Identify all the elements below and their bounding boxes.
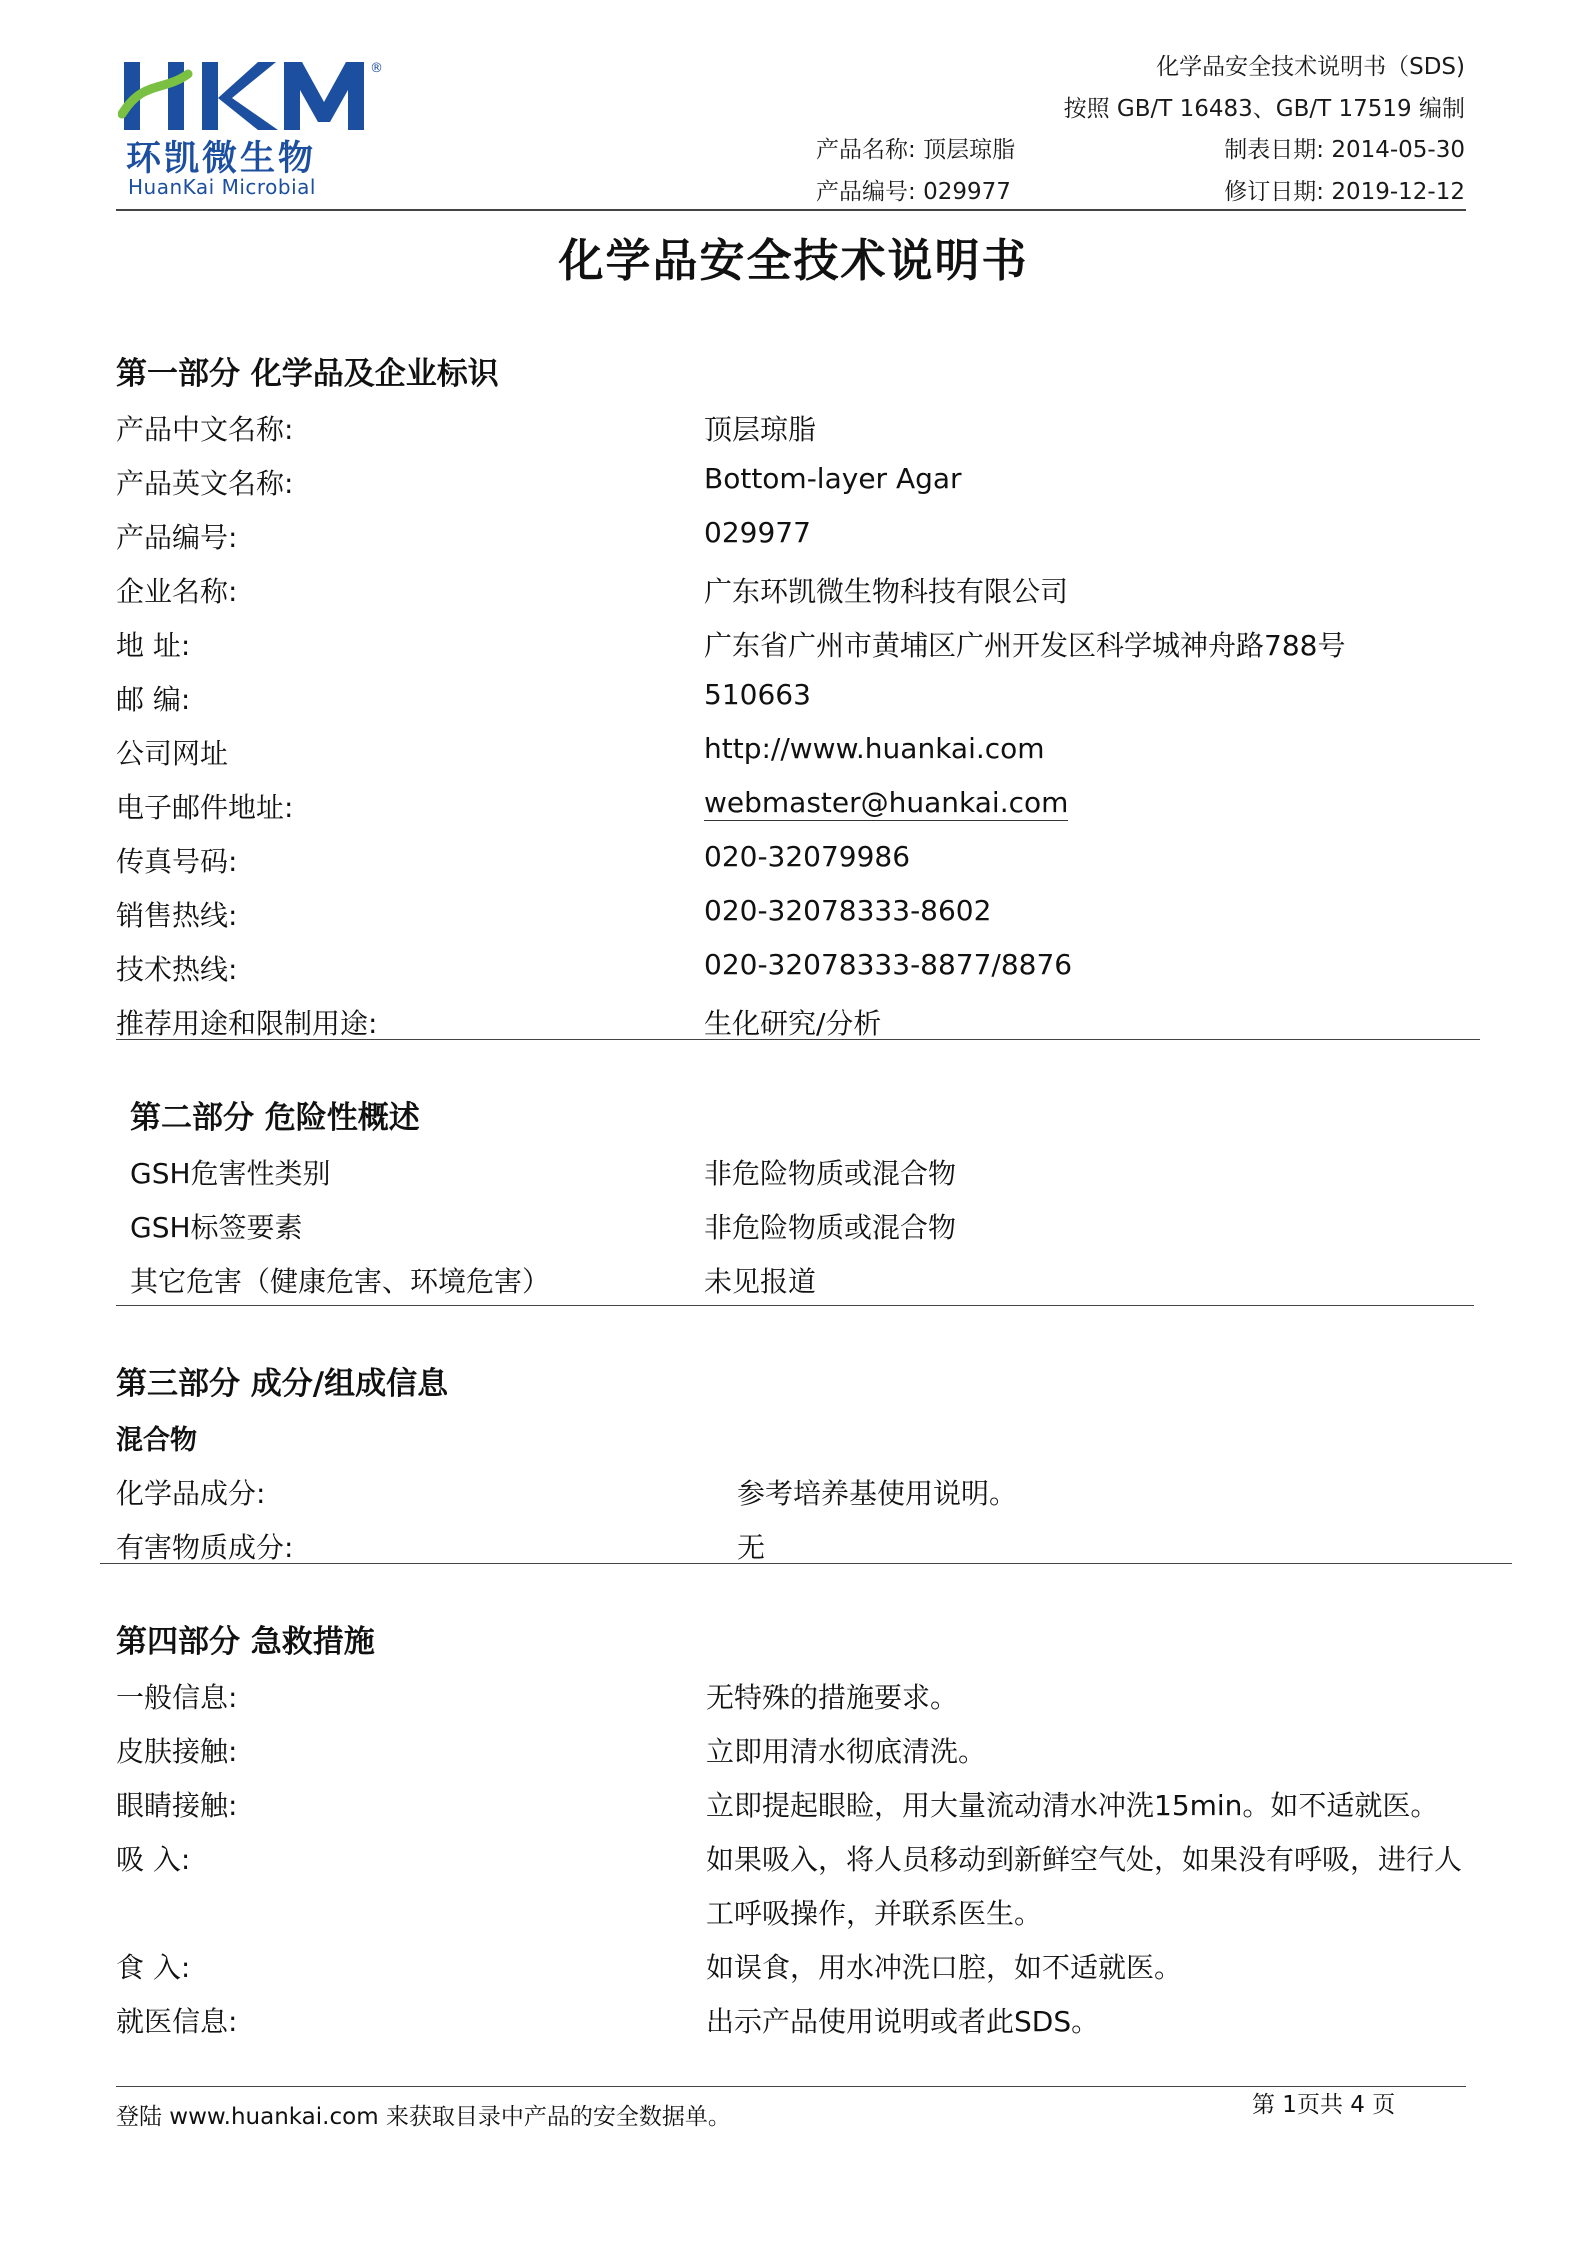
s4-value-eye: 立即提起眼睑，用大量流动清水冲洗15min。如不适就医。 <box>706 1789 1439 1822</box>
s4-value-inhalation-cont: 工呼吸操作，并联系医生。 <box>706 1897 1043 1930</box>
s1-value-tech: 020-32078333-8877/8876 <box>704 948 1073 981</box>
s2-value-other-hazards: 未见报道 <box>704 1265 817 1298</box>
doc-type: 化学品安全技术说明书（SDS) <box>1156 54 1465 80</box>
section3-title: 第三部分 成分/组成信息 <box>116 1366 449 1402</box>
s4-label-ingestion: 食 入: <box>116 1951 191 1984</box>
s1-value-address: 广东省广州市黄埔区广州开发区科学城神舟路788号 <box>704 629 1346 662</box>
s1-label-sales: 销售热线: <box>116 899 238 932</box>
s1-label-postcode: 邮 编: <box>116 683 191 716</box>
s2-label-hazard-class: GSH危害性类别 <box>130 1157 331 1190</box>
section2-title: 第二部分 危险性概述 <box>130 1100 420 1136</box>
revised-value: 2019-12-12 <box>1331 179 1465 205</box>
s4-label-general: 一般信息: <box>116 1681 238 1714</box>
s1-value-email-link[interactable]: webmaster@huankai.com <box>704 786 1069 819</box>
header-revised-date <box>1224 173 1465 206</box>
s1-label-fax: 传真号码: <box>116 845 238 878</box>
s4-value-general: 无特殊的措施要求。 <box>706 1681 959 1714</box>
s1-value-en-name: Bottom-layer Agar <box>704 462 962 495</box>
section1-divider <box>116 1039 1480 1040</box>
s1-label-tech: 技术热线: <box>116 953 238 986</box>
s1-value-sales: 020-32078333-8602 <box>704 894 992 927</box>
section4-title: 第四部分 急救措施 <box>116 1624 375 1660</box>
product-name-label: 产品名称: <box>816 137 916 163</box>
s1-label-code: 产品编号: <box>116 521 238 554</box>
created-label: 制表日期: <box>1224 137 1325 163</box>
s4-value-inhalation: 如果吸入，将人员移动到新鲜空气处，如果没有呼吸，进行人 <box>706 1843 1463 1876</box>
section2-divider <box>116 1305 1474 1306</box>
s1-label-email: 电子邮件地址: <box>116 791 294 824</box>
product-code-value: 029977 <box>923 179 1011 205</box>
created-value: 2014-05-30 <box>1331 137 1465 163</box>
s4-value-medical: 出示产品使用说明或者此SDS。 <box>706 2005 1100 2038</box>
s3-value-harmful: 无 <box>737 1531 766 1564</box>
revised-label: 修订日期: <box>1224 179 1325 205</box>
s1-value-website[interactable]: http://www.huankai.com <box>704 732 1045 765</box>
s1-value-postcode: 510663 <box>704 678 811 711</box>
header-product-code <box>816 173 1011 206</box>
document-title: 化学品安全技术说明书 <box>558 234 1029 287</box>
section3-subtitle: 混合物 <box>116 1425 197 1456</box>
s1-label-usage: 推荐用途和限制用途: <box>116 1007 378 1040</box>
s4-label-skin: 皮肤接触: <box>116 1735 238 1768</box>
s4-value-ingestion: 如误食，用水冲洗口腔，如不适就医。 <box>706 1951 1183 1984</box>
standard-note: 按照 GB/T 16483、GB/T 17519 编制 <box>1063 96 1465 122</box>
s1-value-fax: 020-32079986 <box>704 840 911 873</box>
s1-value-cn-name: 顶层琼脂 <box>704 413 817 446</box>
product-code-label: 产品编号: <box>816 179 916 205</box>
s1-value-code: 029977 <box>704 516 811 549</box>
s2-label-other-hazards: 其它危害（健康危害、环境危害） <box>130 1265 551 1298</box>
s2-label-label-elements: GSH标签要素 <box>130 1211 303 1244</box>
s3-value-components: 参考培养基使用说明。 <box>737 1477 1018 1510</box>
logo-en-name: HuanKai Microbial <box>128 175 316 199</box>
s1-label-company: 企业名称: <box>116 575 238 608</box>
s4-label-medical: 就医信息: <box>116 2005 238 2038</box>
header-created-date <box>1224 131 1465 164</box>
page-number: 第 1页共 4 页 <box>1252 2092 1396 2118</box>
s1-value-company: 广东环凯微生物科技有限公司 <box>704 575 1069 608</box>
section3-divider <box>100 1563 1512 1564</box>
section1-title: 第一部分 化学品及企业标识 <box>116 356 499 392</box>
header-product-name <box>816 131 1015 164</box>
s4-value-skin: 立即用清水彻底清洗。 <box>706 1735 987 1768</box>
header-divider <box>116 209 1466 211</box>
product-name-value: 顶层琼脂 <box>923 137 1016 163</box>
s1-value-usage: 生化研究/分析 <box>704 1007 882 1040</box>
registered-mark: ® <box>370 61 383 76</box>
s1-label-cn-name: 产品中文名称: <box>116 413 294 446</box>
s2-value-hazard-class: 非危险物质或混合物 <box>704 1157 957 1190</box>
huankai-logo <box>118 52 418 202</box>
s1-label-website: 公司网址 <box>116 737 229 770</box>
s4-label-inhalation: 吸 入: <box>116 1843 191 1876</box>
s4-label-eye: 眼睛接触: <box>116 1789 238 1822</box>
s2-value-label-elements: 非危险物质或混合物 <box>704 1211 957 1244</box>
s1-label-en-name: 产品英文名称: <box>116 467 294 500</box>
s3-label-harmful: 有害物质成分: <box>116 1531 294 1564</box>
s3-label-components: 化学品成分: <box>116 1477 266 1510</box>
s1-label-address: 地 址: <box>116 629 191 662</box>
logo-cn-name: 环凯微生物 <box>126 139 317 179</box>
footer-note: 登陆 www.huankai.com 来获取目录中产品的安全数据单。 <box>116 2104 731 2130</box>
